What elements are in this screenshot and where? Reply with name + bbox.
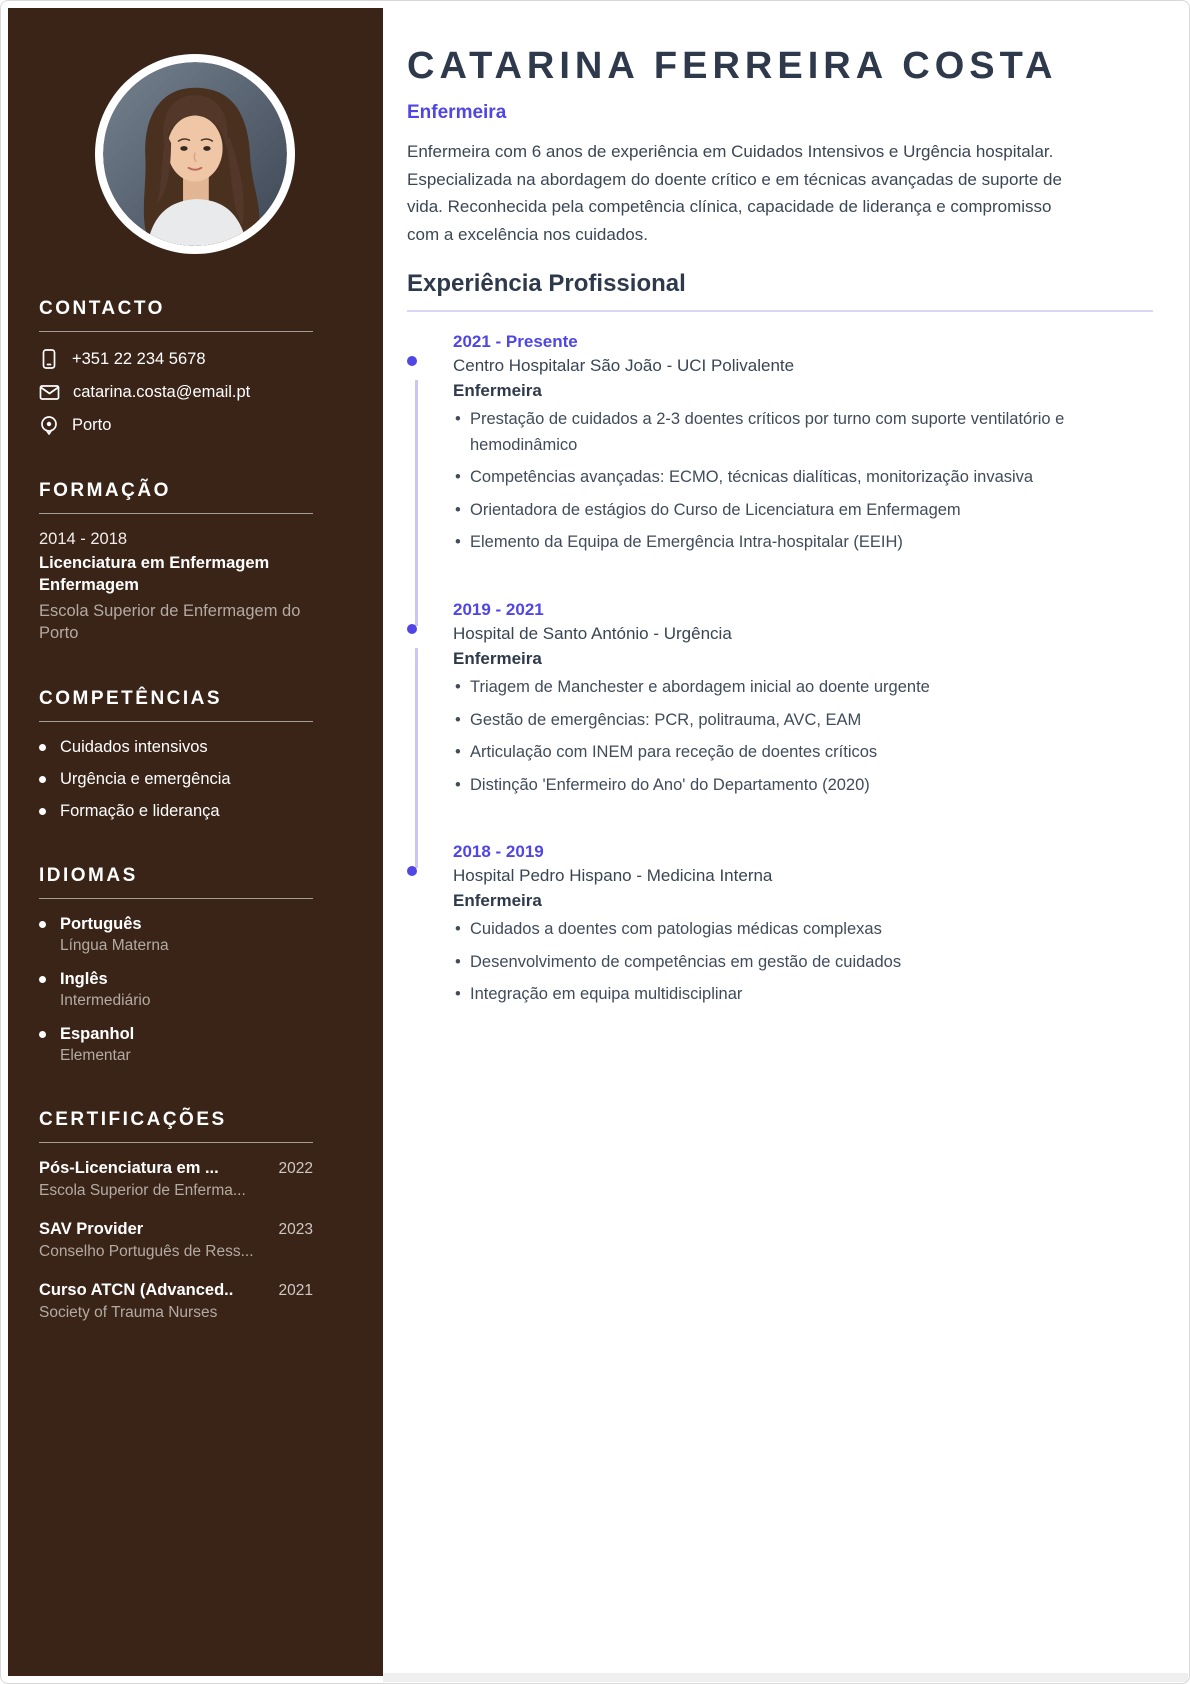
languages-list — [39, 915, 313, 1065]
bullet-dot-icon — [39, 808, 46, 815]
entry-bullet: • Triagem de Manchester e abordagem inicial ao doente urgente — [453, 675, 1093, 701]
certification-year: 2021 — [278, 1282, 313, 1300]
mail-icon — [39, 384, 60, 401]
experience-entry — [407, 600, 1107, 798]
certification-name: Pós-Licenciatura em ... — [39, 1159, 219, 1178]
certification-year: 2023 — [278, 1221, 313, 1239]
entry-role: Enfermeira — [453, 891, 542, 911]
certifications-list — [39, 1159, 313, 1322]
skills-heading: COMPETÊNCIAS — [39, 688, 313, 722]
entry-period: 2019 - 2021 — [453, 599, 544, 619]
skill-item — [39, 770, 313, 789]
education-heading: FORMAÇÃO — [39, 480, 313, 514]
language-level: Língua Materna — [60, 937, 169, 955]
skill-item — [39, 738, 313, 757]
skills-section — [39, 688, 313, 821]
entry-bullet: • Cuidados a doentes com patologias médicas complexas — [453, 917, 1093, 943]
education-school: Escola Superior de Enfermagem do Porto — [39, 601, 301, 642]
experience-heading: Experiência Profissional — [407, 270, 1153, 312]
timeline-marker-icon — [407, 624, 417, 634]
bullet-dot-icon — [39, 976, 46, 983]
phone-item — [39, 348, 313, 370]
skill-item — [39, 802, 313, 821]
entry-bullet: • Orientadora de estágios do Curso de Licenciatura em Enfermagem — [453, 498, 1093, 524]
language-item — [39, 970, 313, 1010]
bullet-dot-icon — [39, 744, 46, 751]
experience-entry — [407, 842, 1107, 1008]
entry-bullet: • Prestação de cuidados a 2-3 doentes críticos por turno com suporte ventilatório e hemodinâmico — [453, 407, 1093, 458]
certification-name: Curso ATCN (Advanced.. — [39, 1281, 234, 1300]
person-name: CATARINA FERREIRA COSTA — [407, 45, 1058, 87]
profile-summary: Enfermeira com 6 anos de experiência em Cuidados Intensivos e Urgência hospitalar. Especializada na abordagem do doente crítico e em técnicas avançadas de suporte de vida. Reconhecida pela competência clínica, capacidade de liderança e compromisso com a excelência nos cuidados. — [407, 142, 1062, 244]
entry-role: Enfermeira — [453, 648, 542, 668]
entry-bullet: • Competências avançadas: ECMO, técnicas dialíticas, monitorização invasiva — [453, 465, 1093, 491]
language-name: Português — [60, 915, 142, 934]
location-icon — [39, 415, 59, 436]
entry-bullet: • Integração em equipa multidisciplinar — [453, 982, 1093, 1008]
timeline-marker-icon — [407, 866, 417, 876]
language-level: Intermediário — [60, 992, 151, 1010]
phone-icon — [39, 348, 59, 370]
entry-bullet: • Gestão de emergências: PCR, politrauma, AVC, EAM — [453, 708, 1093, 734]
bullet-dot-icon — [39, 1031, 46, 1038]
entry-bullet: • Articulação com INEM para receção de doentes críticos — [453, 740, 1093, 766]
location-item — [39, 415, 313, 436]
profile-photo — [95, 54, 295, 254]
sidebar — [8, 8, 383, 1676]
location-value: Porto — [72, 416, 112, 434]
contact-section — [39, 298, 313, 436]
entry-bullet-list — [453, 917, 1093, 1008]
main-content — [383, 1, 1189, 1052]
entry-bullet-list — [453, 407, 1093, 556]
skills-list — [39, 738, 313, 821]
skill-label: Urgência e emergência — [60, 770, 231, 789]
certifications-heading: CERTIFICAÇÕES — [39, 1109, 313, 1143]
language-name: Inglês — [60, 970, 108, 989]
entry-bullet-list — [453, 675, 1093, 798]
certification-item — [39, 1220, 313, 1261]
language-level: Elementar — [60, 1047, 131, 1065]
languages-heading: IDIOMAS — [39, 865, 313, 899]
entry-company: Hospital Pedro Hispano - Medicina Interna — [453, 866, 773, 886]
language-item — [39, 915, 313, 955]
person-job-title: Enfermeira — [407, 102, 507, 123]
email-value: catarina.costa@email.pt — [73, 383, 251, 401]
entry-bullet: • Desenvolvimento de competências em gestão de cuidados — [453, 950, 1093, 976]
certification-issuer: Escola Superior de Enferma... — [39, 1182, 246, 1200]
languages-section — [39, 865, 313, 1065]
skill-label: Formação e liderança — [60, 802, 220, 821]
certification-item — [39, 1281, 313, 1322]
entry-company: Centro Hospitalar São João - UCI Polivalente — [453, 356, 795, 376]
entry-period: 2018 - 2019 — [453, 842, 544, 862]
entry-period: 2021 - Presente — [453, 332, 578, 352]
horizontal-scrollbar[interactable] — [383, 1673, 1188, 1682]
entry-role: Enfermeira — [453, 381, 542, 401]
education-period: 2014 - 2018 — [39, 530, 128, 548]
education-degree: Licenciatura em Enfermagem Enfermagem — [39, 554, 270, 595]
certifications-section — [39, 1109, 313, 1322]
education-section — [39, 480, 313, 644]
certification-name: SAV Provider — [39, 1220, 144, 1239]
phone-value: +351 22 234 5678 — [72, 349, 206, 368]
certification-issuer: Society of Trauma Nurses — [39, 1304, 218, 1322]
bullet-dot-icon — [39, 776, 46, 783]
timeline-marker-icon — [407, 356, 417, 366]
email-item — [39, 383, 313, 402]
entry-company: Hospital de Santo António - Urgência — [453, 623, 732, 643]
experience-entry — [407, 332, 1107, 556]
skill-label: Cuidados intensivos — [60, 738, 208, 757]
certification-item — [39, 1159, 313, 1200]
language-item — [39, 1025, 313, 1065]
contact-heading: CONTACTO — [39, 298, 313, 332]
certification-year: 2022 — [278, 1160, 313, 1178]
certification-issuer: Conselho Português de Ress... — [39, 1243, 254, 1261]
entry-bullet: • Elemento da Equipa de Emergência Intra-hospitalar (EEIH) — [453, 530, 1093, 556]
entry-bullet: • Distinção 'Enfermeiro do Ano' do Departamento (2020) — [453, 773, 1093, 799]
avatar — [103, 62, 287, 246]
bullet-dot-icon — [39, 921, 46, 928]
language-name: Espanhol — [60, 1025, 135, 1044]
